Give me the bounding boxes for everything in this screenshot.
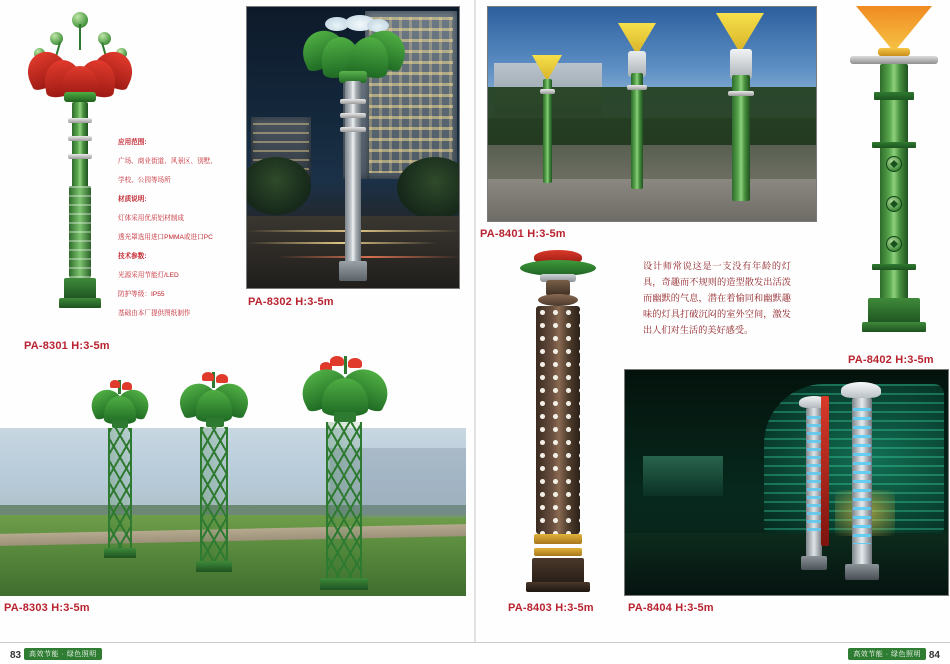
pole-base	[845, 564, 879, 580]
pole	[345, 81, 361, 281]
lamp-collar	[878, 48, 910, 56]
photo-red-accent	[821, 396, 829, 546]
stem	[344, 356, 347, 374]
spec-block	[118, 128, 238, 328]
pole-ring	[340, 113, 366, 118]
bud-icon	[98, 32, 111, 45]
pole-ring	[68, 118, 92, 123]
photo-lamp-3	[704, 13, 778, 203]
caption-pa-8403: PA-8403 H:3-5m	[508, 602, 594, 614]
caption-pa-8302: PA-8302 H:3-5m	[248, 296, 334, 308]
neck-disc	[538, 294, 578, 306]
trellis-pole	[200, 427, 228, 565]
pole-ring	[340, 99, 366, 104]
pole-band	[872, 142, 916, 148]
product-illustration-pa-8403	[512, 250, 604, 598]
bud-icon	[330, 356, 344, 366]
page-footer	[0, 642, 950, 664]
gold-band	[534, 534, 582, 544]
pole-foot	[862, 322, 926, 332]
pole-lights	[807, 416, 821, 536]
pole-base	[801, 556, 827, 570]
medallion-ornament	[886, 236, 902, 252]
pole-ring	[627, 85, 647, 90]
medallion-ornament	[886, 156, 902, 172]
product-photo-pa-8401	[487, 6, 817, 222]
pole-base	[104, 548, 136, 558]
spec-heading-material: 材质说明:	[118, 195, 147, 203]
pole-ring	[540, 89, 555, 94]
caption-pa-8303: PA-8303 H:3-5m	[4, 602, 90, 614]
spec-line-2: 学校、公园等场所	[118, 176, 171, 184]
pole-base	[320, 578, 368, 590]
product-photo-pa-8404	[624, 369, 949, 596]
collar	[334, 412, 356, 422]
cone-shade	[532, 55, 562, 81]
pole-foot	[526, 582, 590, 592]
cone-shade	[716, 13, 764, 53]
bud-icon	[202, 372, 214, 381]
caption-pa-8404: PA-8404 H:3-5m	[628, 602, 714, 614]
photo-lamp-right	[831, 382, 893, 588]
trellis-pole	[326, 422, 362, 582]
photo-ground	[625, 533, 948, 595]
collar	[206, 418, 224, 427]
trellis-pole	[108, 428, 132, 552]
photo-background-structure	[643, 456, 723, 496]
folio-page-right: 84	[928, 650, 940, 661]
bud-icon	[50, 32, 63, 45]
caption-pa-8401: PA-8401 H:3-5m	[480, 228, 566, 240]
folio-page-left: 83	[10, 650, 22, 661]
pole	[543, 79, 552, 183]
spec-line-3: 灯体采用优质铝材制成	[118, 214, 184, 222]
spec-line-7: 基础由本厂提供图纸制作	[118, 310, 191, 318]
pole-base	[339, 261, 367, 281]
caption-pa-8402: PA-8402 H:3-5m	[848, 354, 934, 366]
pole-lights	[853, 408, 871, 544]
cone-shade	[856, 6, 932, 52]
pole-ring	[340, 127, 366, 132]
spec-line-6: 防护等级：IP55	[118, 291, 165, 299]
pole-ring	[68, 154, 92, 159]
product-illustration-pa-8402	[846, 6, 942, 336]
bud-icon	[216, 374, 228, 383]
photo-lamp-1	[524, 55, 570, 187]
description-paragraph: 设计师常说这是一支没有年龄的灯具，奇趣而不规则的造型散发出活泼而幽默的气息，潜在着愉同和幽默趣味的灯具打破沉闷的室外空间，激发出人们对生活的美好感受。	[643, 261, 791, 336]
spec-heading-application: 应用范围:	[118, 138, 147, 146]
caption-pa-8301: PA-8301 H:3-5m	[24, 340, 110, 352]
product-illustration-pa-8303-b	[178, 372, 268, 578]
medallion-ornament	[886, 196, 902, 212]
pole-band	[872, 264, 916, 270]
stem	[79, 24, 81, 50]
spec-heading-parameters: 技术参数:	[118, 253, 147, 261]
spec-line-4: 透光罩选用进口PMMA或进口PC	[118, 234, 213, 242]
pole-ring	[728, 91, 754, 96]
pole-base	[868, 298, 920, 324]
pole-band	[874, 92, 914, 100]
footer-tag-left: 高效节能 · 绿色照明	[24, 648, 102, 660]
page-spine	[474, 0, 476, 642]
collar	[64, 92, 96, 102]
gold-band	[534, 548, 582, 556]
pole-ring	[68, 136, 92, 141]
product-illustration-pa-8303-a	[88, 380, 168, 572]
spec-line-5: 光源采用节能灯/LED	[118, 272, 179, 280]
product-photo-pa-8302	[246, 6, 460, 289]
spec-line-1: 广场、商业街道、风景区、别墅、	[118, 157, 217, 165]
pole-base	[196, 561, 232, 572]
product-illustration-pa-8303-c	[300, 356, 410, 592]
pole	[631, 73, 643, 189]
lamp-head	[841, 382, 881, 398]
pole-foot	[59, 298, 101, 308]
dotted-column	[536, 306, 580, 534]
bud-icon	[348, 358, 362, 368]
pole-pattern	[69, 186, 91, 278]
photo-lamp-2	[608, 23, 666, 191]
footer-tag-right: 高效节能 · 绿色照明	[848, 648, 926, 660]
collar	[112, 420, 128, 428]
canopy-disc	[850, 56, 938, 64]
bud-icon	[110, 380, 120, 388]
pole-base	[64, 278, 96, 300]
photo-lamp-pa-8302	[295, 15, 413, 283]
